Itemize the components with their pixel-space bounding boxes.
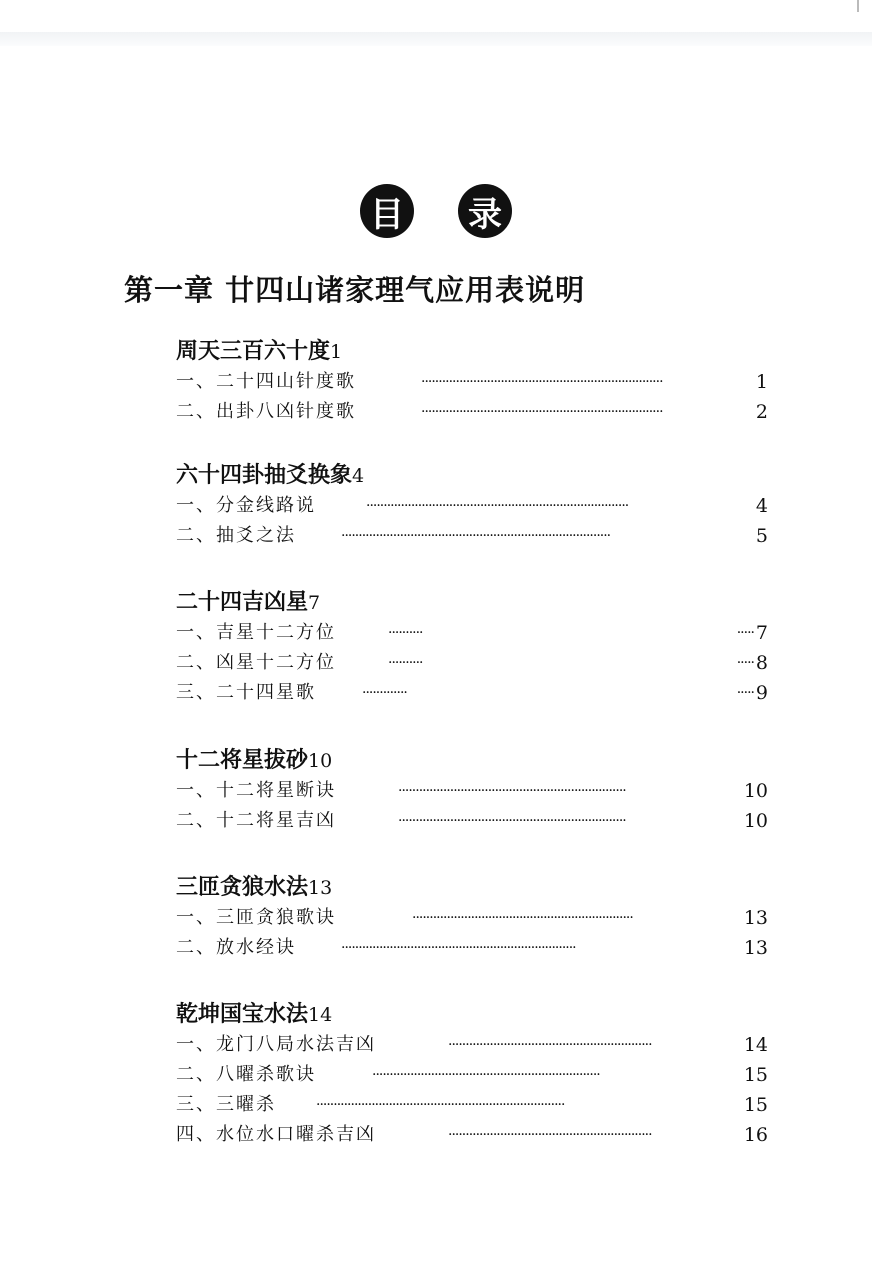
- toc-entry-label: 一、十二将星断诀: [176, 780, 336, 801]
- leader-dots: ·····: [736, 655, 754, 671]
- toc-entry[interactable]: [176, 1060, 776, 1090]
- toc-entry[interactable]: [176, 903, 776, 933]
- section-heading: [176, 461, 776, 491]
- section-shier-jiangxing: [176, 746, 776, 836]
- leader-dots: ········································································: [316, 1097, 565, 1113]
- toc-entry[interactable]: [176, 491, 776, 521]
- toc-entry[interactable]: [176, 648, 776, 678]
- toc-entry-label: 一、龙门八局水法吉凶: [176, 1034, 376, 1055]
- section-heading: [176, 337, 776, 367]
- toc-entry-label: 二、抽爻之法: [176, 525, 296, 546]
- leader-dots: ··································································: [372, 1067, 600, 1083]
- toc-entry[interactable]: [176, 1120, 776, 1150]
- toc-entry-page: 14: [743, 1034, 768, 1056]
- toc-entry-label: 一、吉星十二方位: [176, 622, 336, 643]
- section-heading-page: 13: [308, 877, 333, 899]
- toc-entry-label: 二、放水经诀: [176, 937, 296, 958]
- leader-dots: ··································································: [398, 813, 626, 829]
- leader-dots: ······································································: [421, 374, 663, 390]
- leader-dots: ······································································: [421, 404, 663, 420]
- chapter-heading: 第一章 廿四山诸家理气应用表说明: [124, 273, 586, 307]
- leader-dots: ·············: [362, 685, 407, 701]
- toc-entry-label: 一、三匝贪狼歌诀: [176, 907, 336, 928]
- section-heading-page: 14: [308, 1004, 333, 1026]
- toc-entry[interactable]: [176, 678, 776, 708]
- section-heading-text: 六十四卦抽爻换象: [176, 463, 353, 488]
- leader-dots: ································································: [412, 910, 633, 926]
- toc-entry-page: 10: [743, 810, 768, 832]
- toc-entry-label: 四、水位水口曜杀吉凶: [176, 1124, 376, 1145]
- toc-entry-page: 15: [743, 1064, 768, 1086]
- leader-dots: ··········: [388, 655, 423, 671]
- section-heading-text: 十二将星拔砂: [176, 748, 309, 773]
- section-qiankun-guobao: [176, 1000, 776, 1150]
- section-zhoutian: [176, 337, 776, 427]
- section-heading-text: 周天三百六十度: [176, 339, 331, 364]
- section-heading-page: 7: [308, 592, 321, 614]
- toc-entry-label: 二、凶星十二方位: [176, 652, 336, 673]
- toc-entry[interactable]: [176, 397, 776, 427]
- toc-entry-page: 1: [755, 371, 768, 393]
- section-heading: [176, 588, 776, 618]
- toc-entry[interactable]: [176, 367, 776, 397]
- leader-dots: ···························································: [448, 1037, 652, 1053]
- section-heading-text: 二十四吉凶星: [176, 590, 309, 615]
- leader-dots: ···························································: [448, 1127, 652, 1143]
- toc-entry[interactable]: [176, 933, 776, 963]
- leader-dots: ··············································································: [341, 528, 611, 544]
- leader-dots: ··································································: [398, 783, 626, 799]
- toc-entry-label: 一、分金线路说: [176, 495, 316, 516]
- toc-entry-page: 5: [755, 525, 768, 547]
- section-heading: [176, 1000, 776, 1030]
- toc-entry-page: 7: [755, 622, 768, 644]
- section-heading-page: 4: [352, 465, 365, 487]
- toc-entry-page: 4: [755, 495, 768, 517]
- title-char-lu: 录: [458, 184, 512, 238]
- toc-entry-page: 10: [743, 780, 768, 802]
- toc-entry-label: 二、十二将星吉凶: [176, 810, 336, 831]
- section-ershisi-jixiong: [176, 588, 776, 708]
- toc-entry-page: 15: [743, 1094, 768, 1116]
- toc-entry-label: 三、三曜杀: [176, 1094, 276, 1115]
- section-heading-text: 三匝贪狼水法: [176, 875, 309, 900]
- toc-entry[interactable]: [176, 806, 776, 836]
- section-heading: [176, 873, 776, 903]
- toc-entry-label: 二、出卦八凶针度歌: [176, 401, 356, 422]
- leader-dots: ·····: [736, 625, 754, 641]
- section-sanza-tanlang: [176, 873, 776, 963]
- section-liushisi: [176, 461, 776, 551]
- leader-dots: ··········: [388, 625, 423, 641]
- toc-entry[interactable]: [176, 1090, 776, 1120]
- toc-entry-label: 一、二十四山针度歌: [176, 371, 356, 392]
- scan-corner-mark: [857, 0, 859, 12]
- toc-entry-label: 三、二十四星歌: [176, 682, 316, 703]
- toc-entry[interactable]: [176, 618, 776, 648]
- toc-entry-page: 9: [755, 682, 768, 704]
- section-heading-page: 1: [330, 341, 343, 363]
- title-char-mu: 目: [360, 184, 414, 238]
- toc-entry[interactable]: [176, 521, 776, 551]
- toc-entry-label: 二、八曜杀歌诀: [176, 1064, 316, 1085]
- section-heading-page: 10: [308, 750, 333, 772]
- leader-dots: ·····: [736, 685, 754, 701]
- toc-entry-page: 13: [743, 907, 768, 929]
- toc-entry[interactable]: [176, 1030, 776, 1060]
- toc-entry-page: 13: [743, 937, 768, 959]
- scan-top-band: [0, 32, 872, 46]
- toc-entry-page: 8: [755, 652, 768, 674]
- section-heading: [176, 746, 776, 776]
- toc-title: [0, 184, 872, 238]
- leader-dots: ····································································: [341, 940, 576, 956]
- toc-entry[interactable]: [176, 776, 776, 806]
- toc-entry-page: 16: [743, 1124, 768, 1146]
- toc-entry-page: 2: [755, 401, 768, 423]
- leader-dots: ············································································: [366, 498, 629, 514]
- section-heading-text: 乾坤国宝水法: [176, 1002, 309, 1027]
